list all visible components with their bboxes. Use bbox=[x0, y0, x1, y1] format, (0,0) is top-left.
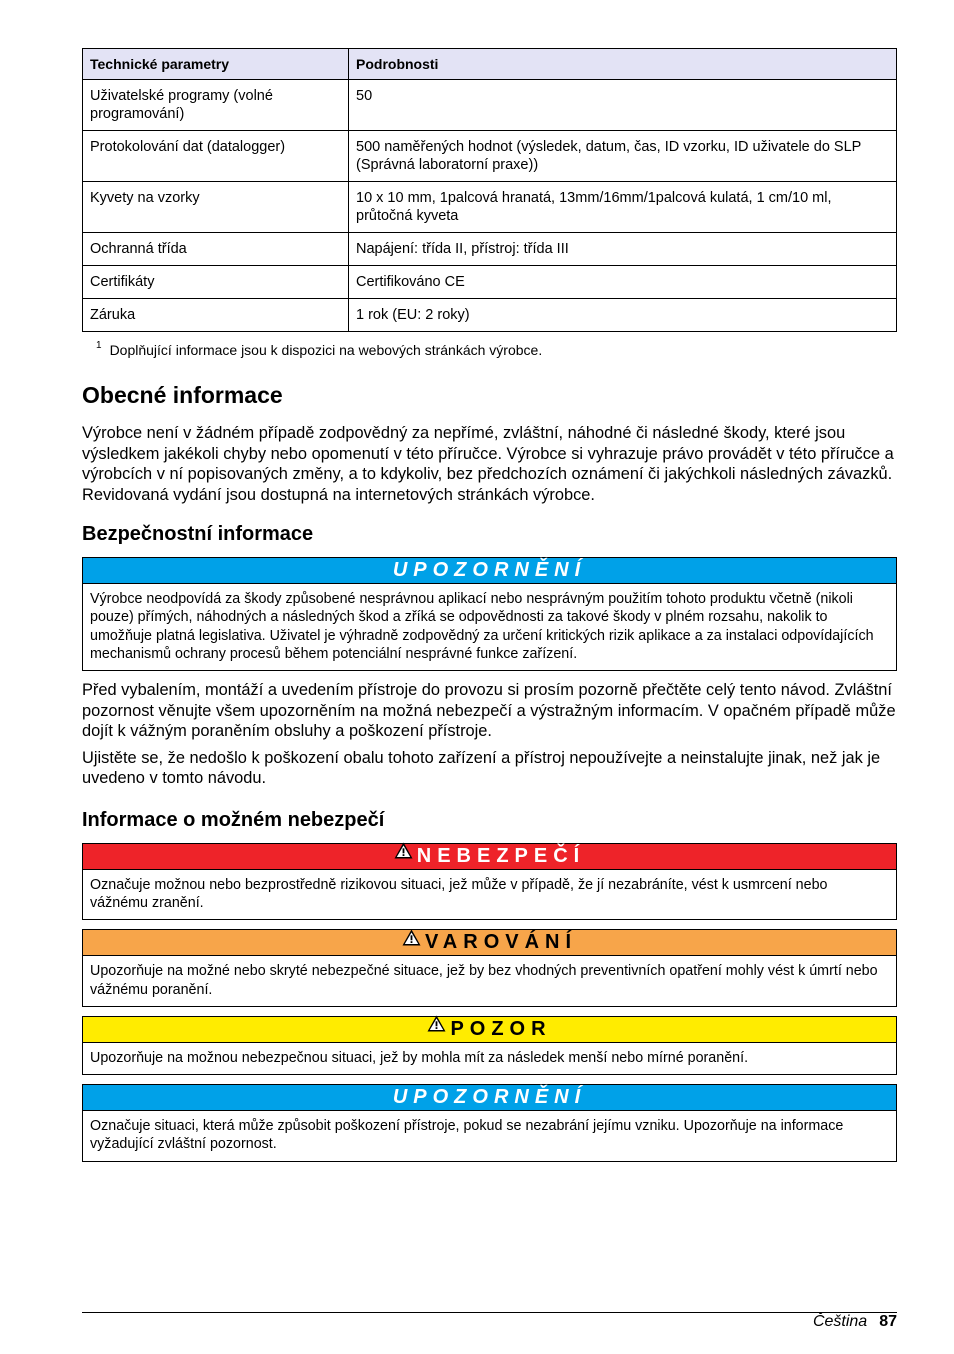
danger-label: NEBEZPEČÍ bbox=[416, 844, 586, 867]
document-page bbox=[82, 48, 897, 1171]
table-row bbox=[83, 266, 897, 299]
footnote-text: Doplňující informace jsou k dispozici na webových stránkách výrobce. bbox=[109, 342, 543, 358]
notice-box bbox=[82, 1084, 897, 1162]
footer-language: Čeština bbox=[812, 1313, 868, 1330]
warning-triangle-icon bbox=[394, 841, 413, 866]
caution-box bbox=[82, 1016, 897, 1075]
table-row bbox=[83, 182, 897, 233]
footnote-mark: 1 bbox=[96, 340, 102, 351]
general-info-text: Výrobce není v žádném případě zodpovědný za nepřímé, zvláštní, náhodné či následné škody, které jsou výsledkem jakékoli chyby nebo opomenutí v této příručce. Výrobce si vyhrazuje právo provádět v této příručce a výrobcích v ní popisovaných změny, a to kdykoliv, bez předchozích oznámení či jakýchkoli následných závazků. Revidovaná vydání jsou dostupná na internetových stránkách výrobce. bbox=[82, 424, 894, 504]
table-row bbox=[83, 299, 897, 332]
table-row bbox=[83, 131, 897, 182]
safety-info-heading: Bezpečnostní informace bbox=[82, 523, 314, 545]
spec-table bbox=[82, 48, 897, 332]
table-row bbox=[83, 80, 897, 131]
warning-label: VAROVÁNÍ bbox=[424, 931, 578, 954]
table-header-cell: Technické parametry bbox=[83, 49, 349, 80]
warning-triangle-icon bbox=[402, 928, 421, 953]
table-cell: Kyvety na vzorky bbox=[83, 182, 349, 233]
warning-text: Upozorňuje na možné nebo skryté nebezpečné situace, jež by bez vhodných preventivních opatření mohly vést k úmrtí nebo vážnému poranění. bbox=[90, 963, 878, 998]
table-cell: 50 bbox=[349, 80, 897, 131]
danger-text: Označuje možnou nebo bezprostředně rizikovou situaci, jež může v případě, že jí nezabráníte, vést k usmrcení nebo vážnému zranění. bbox=[90, 876, 828, 911]
safety-paragraph: Ujistěte se, že nedošlo k poškození obalu tohoto zařízení a přístroj nepoužívejte a neinstalujte jinak, než jak je uvedeno v tomto návodu. bbox=[82, 748, 881, 788]
table-cell: Napájení: třída II, přístroj: třída III bbox=[349, 233, 897, 266]
table-header-row bbox=[83, 49, 897, 80]
page-number: 87 bbox=[879, 1313, 897, 1330]
caution-header bbox=[83, 1017, 896, 1043]
notice-box bbox=[82, 557, 897, 671]
warning-box bbox=[82, 929, 897, 1007]
table-cell: Certifikáty bbox=[83, 266, 349, 299]
danger-header bbox=[83, 844, 896, 870]
caution-label: POZOR bbox=[450, 1017, 552, 1040]
table-cell: Záruka bbox=[83, 299, 349, 332]
footnote bbox=[96, 342, 897, 358]
table-cell: Ochranná třída bbox=[83, 233, 349, 266]
table-header-cell: Podrobnosti bbox=[349, 49, 897, 80]
notice-header: UPOZORNĚNÍ bbox=[83, 1085, 896, 1111]
notice-text: Výrobce neodpovídá za škody způsobené nesprávnou aplikací nebo nesprávným použitím tohoto produktu včetně (nikoli pouze) přímých, náhodných a následných škod a zříká se odpovědnosti za takové škody v plném rozsahu, nakolik to umožňuje platná legislativa. Uživatel je výhradně zodpovědný za určení kritických rizik aplikace a za instalaci odpovídajících mechanismů ochrany procesů během potenciální nesprávné funkce zařízení. bbox=[90, 591, 874, 662]
table-cell: 1 rok (EU: 2 roky) bbox=[349, 299, 897, 332]
warning-header bbox=[83, 930, 896, 956]
notice-text: Označuje situaci, která může způsobit poškození přístroje, pokud se nezabrání jejímu vzniku. Upozorňuje na informace vyžadující zvláštní pozornost. bbox=[90, 1118, 844, 1153]
table-cell: 10 x 10 mm, 1palcová hranatá, 13mm/16mm/1palcová kulatá, 1 cm/10 ml, průtočná kyveta bbox=[349, 182, 897, 233]
safety-paragraph: Před vybalením, montáží a uvedením přístroje do provozu si prosím pozorně přečtěte celý tento návod. Zvláštní pozornost věnujte všem upozorněním na možná nebezpečí a výstražným informacím. V opačném případě může dojít k vážným poraněním obsluhy a poškození přístroje. bbox=[82, 681, 896, 741]
table-cell: Uživatelské programy (volné programování) bbox=[83, 80, 349, 131]
danger-box bbox=[82, 843, 897, 921]
hazard-info-heading: Informace o možném nebezpečí bbox=[82, 808, 385, 831]
table-row bbox=[83, 233, 897, 266]
page-footer bbox=[813, 1313, 897, 1331]
warning-triangle-icon bbox=[427, 1014, 446, 1039]
table-cell: Protokolování dat (datalogger) bbox=[83, 131, 349, 182]
notice-header: UPOZORNĚNÍ bbox=[83, 558, 896, 584]
table-cell: Certifikováno CE bbox=[349, 266, 897, 299]
table-cell: 500 naměřených hodnot (výsledek, datum, čas, ID vzorku, ID uživatele do SLP (Správná laboratorní praxe)) bbox=[349, 131, 897, 182]
general-info-heading: Obecné informace bbox=[82, 382, 283, 408]
footer-divider bbox=[82, 1312, 897, 1313]
caution-text: Upozorňuje na možnou nebezpečnou situaci, jež by mohla mít za následek menší nebo mírné poranění. bbox=[90, 1049, 749, 1066]
